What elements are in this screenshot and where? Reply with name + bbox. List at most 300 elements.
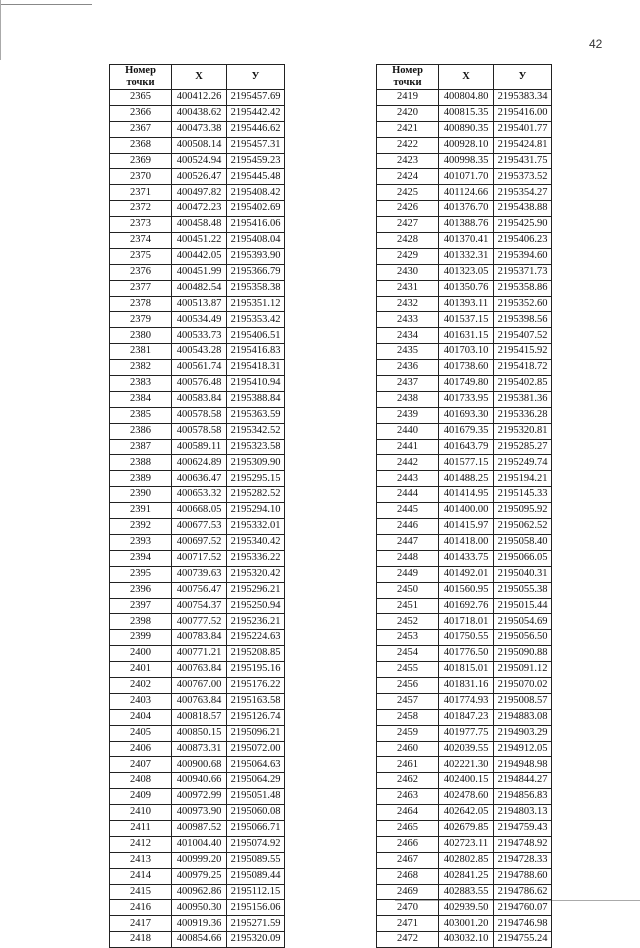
point-number-cell: 2458 <box>377 709 439 725</box>
x-coordinate-cell: 400950.30 <box>172 900 227 916</box>
y-coordinate-cell: 2195457.69 <box>227 90 285 106</box>
point-number-cell: 2444 <box>377 487 439 503</box>
y-coordinate-cell: 2195336.22 <box>227 550 285 566</box>
y-coordinate-cell: 2195407.52 <box>494 328 552 344</box>
table-row <box>377 646 552 662</box>
table-row <box>110 233 285 249</box>
point-number-cell: 2467 <box>377 852 439 868</box>
point-number-cell: 2379 <box>110 312 172 328</box>
x-coordinate-cell: 400451.99 <box>172 264 227 280</box>
table-row <box>377 900 552 916</box>
y-coordinate-cell: 2195320.42 <box>227 566 285 582</box>
y-coordinate-cell: 2195051.48 <box>227 789 285 805</box>
header-point-line-1: Номер <box>392 65 423 77</box>
table-row <box>110 264 285 280</box>
x-coordinate-cell: 401332.31 <box>439 248 494 264</box>
y-coordinate-cell: 2194856.83 <box>494 789 552 805</box>
table-row <box>110 391 285 407</box>
point-number-cell: 2462 <box>377 773 439 789</box>
y-coordinate-cell: 2194883.08 <box>494 709 552 725</box>
x-coordinate-cell: 401577.15 <box>439 455 494 471</box>
x-coordinate-cell: 400412.26 <box>172 90 227 106</box>
x-coordinate-cell: 400636.47 <box>172 471 227 487</box>
table-row <box>110 344 285 360</box>
point-number-cell: 2442 <box>377 455 439 471</box>
y-coordinate-cell: 2195195.16 <box>227 662 285 678</box>
x-coordinate-cell: 401693.30 <box>439 407 494 423</box>
y-coordinate-cell: 2195424.81 <box>494 137 552 153</box>
table-row <box>110 566 285 582</box>
point-number-cell: 2390 <box>110 487 172 503</box>
y-coordinate-cell: 2195296.21 <box>227 582 285 598</box>
y-coordinate-cell: 2195176.22 <box>227 677 285 693</box>
point-number-cell: 2403 <box>110 693 172 709</box>
x-coordinate-cell: 400756.47 <box>172 582 227 598</box>
y-coordinate-cell: 2195323.58 <box>227 439 285 455</box>
table-row <box>377 90 552 106</box>
x-coordinate-cell: 401679.35 <box>439 423 494 439</box>
table-row <box>377 741 552 757</box>
x-coordinate-cell: 401071.70 <box>439 169 494 185</box>
table-row <box>110 693 285 709</box>
point-number-cell: 2472 <box>377 932 439 948</box>
x-coordinate-cell: 401733.95 <box>439 391 494 407</box>
point-number-cell: 2394 <box>110 550 172 566</box>
point-number-cell: 2457 <box>377 693 439 709</box>
table-row <box>377 582 552 598</box>
x-coordinate-cell: 400783.84 <box>172 630 227 646</box>
table-row <box>110 455 285 471</box>
table-row <box>110 805 285 821</box>
point-number-cell: 2415 <box>110 884 172 900</box>
point-number-cell: 2384 <box>110 391 172 407</box>
x-coordinate-cell: 400668.05 <box>172 503 227 519</box>
x-coordinate-cell: 402883.55 <box>439 884 494 900</box>
table-row <box>377 487 552 503</box>
x-coordinate-cell: 400653.32 <box>172 487 227 503</box>
header-point-number <box>110 65 172 90</box>
y-coordinate-cell: 2195438.88 <box>494 201 552 217</box>
x-coordinate-cell: 401433.75 <box>439 550 494 566</box>
x-coordinate-cell: 400534.49 <box>172 312 227 328</box>
point-number-cell: 2431 <box>377 280 439 296</box>
point-number-cell: 2371 <box>110 185 172 201</box>
point-number-cell: 2417 <box>110 916 172 932</box>
x-coordinate-cell: 400526.47 <box>172 169 227 185</box>
x-coordinate-cell: 403032.10 <box>439 932 494 948</box>
x-coordinate-cell: 401560.95 <box>439 582 494 598</box>
y-coordinate-cell: 2194788.60 <box>494 868 552 884</box>
x-coordinate-cell: 400873.31 <box>172 741 227 757</box>
x-coordinate-cell: 401393.11 <box>439 296 494 312</box>
y-coordinate-cell: 2195285.27 <box>494 439 552 455</box>
y-coordinate-cell: 2195008.57 <box>494 693 552 709</box>
point-number-cell: 2402 <box>110 677 172 693</box>
y-coordinate-cell: 2195271.59 <box>227 916 285 932</box>
table-row <box>110 280 285 296</box>
x-coordinate-cell: 400979.25 <box>172 868 227 884</box>
point-number-cell: 2451 <box>377 598 439 614</box>
point-number-cell: 2388 <box>110 455 172 471</box>
point-number-cell: 2404 <box>110 709 172 725</box>
x-coordinate-cell: 400473.38 <box>172 121 227 137</box>
table-row <box>377 121 552 137</box>
table-row <box>110 360 285 376</box>
point-number-cell: 2395 <box>110 566 172 582</box>
point-number-cell: 2446 <box>377 519 439 535</box>
x-coordinate-cell: 400928.10 <box>439 137 494 153</box>
y-coordinate-cell: 2194912.05 <box>494 741 552 757</box>
table-header-row <box>377 65 552 90</box>
x-coordinate-cell: 400482.54 <box>172 280 227 296</box>
x-coordinate-cell: 400940.66 <box>172 773 227 789</box>
y-coordinate-cell: 2195381.36 <box>494 391 552 407</box>
point-number-cell: 2464 <box>377 805 439 821</box>
table-row <box>377 677 552 693</box>
point-number-cell: 2401 <box>110 662 172 678</box>
point-number-cell: 2448 <box>377 550 439 566</box>
point-number-cell: 2441 <box>377 439 439 455</box>
point-number-cell: 2389 <box>110 471 172 487</box>
header-point-line-2: точки <box>393 77 422 88</box>
table-row <box>110 868 285 884</box>
y-coordinate-cell: 2195064.63 <box>227 757 285 773</box>
y-coordinate-cell: 2195309.90 <box>227 455 285 471</box>
point-number-cell: 2428 <box>377 233 439 249</box>
x-coordinate-cell: 400890.35 <box>439 121 494 137</box>
table-row <box>110 248 285 264</box>
table-row <box>377 630 552 646</box>
point-number-cell: 2461 <box>377 757 439 773</box>
y-coordinate-cell: 2195320.09 <box>227 932 285 948</box>
point-number-cell: 2398 <box>110 614 172 630</box>
x-coordinate-cell: 400767.00 <box>172 677 227 693</box>
x-coordinate-cell: 400578.58 <box>172 423 227 439</box>
x-coordinate-cell: 402802.85 <box>439 852 494 868</box>
x-coordinate-cell: 401415.97 <box>439 519 494 535</box>
table-row <box>110 328 285 344</box>
x-coordinate-cell: 400972.99 <box>172 789 227 805</box>
x-coordinate-cell: 400438.62 <box>172 105 227 121</box>
y-coordinate-cell: 2195332.01 <box>227 519 285 535</box>
x-coordinate-cell: 400771.21 <box>172 646 227 662</box>
x-coordinate-cell: 400697.52 <box>172 534 227 550</box>
y-coordinate-cell: 2195070.02 <box>494 677 552 693</box>
point-number-cell: 2380 <box>110 328 172 344</box>
y-coordinate-cell: 2195236.21 <box>227 614 285 630</box>
table-row <box>110 820 285 836</box>
table-row <box>110 550 285 566</box>
y-coordinate-cell: 2194755.24 <box>494 932 552 948</box>
y-coordinate-cell: 2195250.94 <box>227 598 285 614</box>
y-coordinate-cell: 2195163.58 <box>227 693 285 709</box>
x-coordinate-cell: 401718.01 <box>439 614 494 630</box>
table-row <box>110 407 285 423</box>
point-number-cell: 2367 <box>110 121 172 137</box>
y-coordinate-cell: 2195415.92 <box>494 344 552 360</box>
x-coordinate-cell: 401643.79 <box>439 439 494 455</box>
y-coordinate-cell: 2195410.94 <box>227 376 285 392</box>
x-coordinate-cell: 401388.76 <box>439 217 494 233</box>
y-coordinate-cell: 2195371.73 <box>494 264 552 280</box>
table-row <box>110 169 285 185</box>
point-number-cell: 2416 <box>110 900 172 916</box>
y-coordinate-cell: 2195408.42 <box>227 185 285 201</box>
x-coordinate-cell: 402642.05 <box>439 805 494 821</box>
y-coordinate-cell: 2195089.44 <box>227 868 285 884</box>
table-row <box>377 439 552 455</box>
point-number-cell: 2471 <box>377 916 439 932</box>
point-number-cell: 2396 <box>110 582 172 598</box>
point-number-cell: 2447 <box>377 534 439 550</box>
point-number-cell: 2443 <box>377 471 439 487</box>
y-coordinate-cell: 2195388.84 <box>227 391 285 407</box>
y-coordinate-cell: 2195066.05 <box>494 550 552 566</box>
table-row <box>110 487 285 503</box>
table-row <box>377 773 552 789</box>
table-row <box>110 153 285 169</box>
table-row <box>377 169 552 185</box>
y-coordinate-cell: 2194728.33 <box>494 852 552 868</box>
point-number-cell: 2407 <box>110 757 172 773</box>
x-coordinate-cell: 400458.48 <box>172 217 227 233</box>
header-x: X <box>172 65 227 90</box>
point-number-cell: 2424 <box>377 169 439 185</box>
left-edge-mark <box>0 0 1 60</box>
x-coordinate-cell: 401414.95 <box>439 487 494 503</box>
point-number-cell: 2466 <box>377 836 439 852</box>
table-row <box>377 820 552 836</box>
point-number-cell: 2376 <box>110 264 172 280</box>
x-coordinate-cell: 401350.76 <box>439 280 494 296</box>
table-body-left <box>110 90 285 948</box>
x-coordinate-cell: 403001.20 <box>439 916 494 932</box>
y-coordinate-cell: 2195064.29 <box>227 773 285 789</box>
x-coordinate-cell: 401631.15 <box>439 328 494 344</box>
point-number-cell: 2455 <box>377 662 439 678</box>
y-coordinate-cell: 2195363.59 <box>227 407 285 423</box>
x-coordinate-cell: 401847.23 <box>439 709 494 725</box>
y-coordinate-cell: 2195066.71 <box>227 820 285 836</box>
table-row <box>110 312 285 328</box>
x-coordinate-cell: 400962.86 <box>172 884 227 900</box>
point-number-cell: 2383 <box>110 376 172 392</box>
point-number-cell: 2469 <box>377 884 439 900</box>
point-number-cell: 2414 <box>110 868 172 884</box>
point-number-cell: 2405 <box>110 725 172 741</box>
y-coordinate-cell: 2195340.42 <box>227 534 285 550</box>
x-coordinate-cell: 401488.25 <box>439 471 494 487</box>
point-number-cell: 2372 <box>110 201 172 217</box>
x-coordinate-cell: 401400.00 <box>439 503 494 519</box>
point-number-cell: 2368 <box>110 137 172 153</box>
table-row <box>110 852 285 868</box>
table-row <box>377 916 552 932</box>
x-coordinate-cell: 400524.94 <box>172 153 227 169</box>
y-coordinate-cell: 2194803.13 <box>494 805 552 821</box>
y-coordinate-cell: 2195446.62 <box>227 121 285 137</box>
table-row <box>110 534 285 550</box>
table-row <box>110 217 285 233</box>
x-coordinate-cell: 401418.00 <box>439 534 494 550</box>
point-number-cell: 2430 <box>377 264 439 280</box>
table-header-row <box>110 65 285 90</box>
table-row <box>377 789 552 805</box>
point-number-cell: 2439 <box>377 407 439 423</box>
x-coordinate-cell: 400472.23 <box>172 201 227 217</box>
x-coordinate-cell: 402841.25 <box>439 868 494 884</box>
x-coordinate-cell: 400513.87 <box>172 296 227 312</box>
x-coordinate-cell: 400739.63 <box>172 566 227 582</box>
point-number-cell: 2435 <box>377 344 439 360</box>
x-coordinate-cell: 401124.66 <box>439 185 494 201</box>
table-row <box>110 662 285 678</box>
point-number-cell: 2377 <box>110 280 172 296</box>
y-coordinate-cell: 2195358.86 <box>494 280 552 296</box>
header-point-number <box>377 65 439 90</box>
x-coordinate-cell: 401831.16 <box>439 677 494 693</box>
table-row <box>377 614 552 630</box>
table-row <box>377 503 552 519</box>
y-coordinate-cell: 2195416.06 <box>227 217 285 233</box>
y-coordinate-cell: 2195406.23 <box>494 233 552 249</box>
point-number-cell: 2370 <box>110 169 172 185</box>
table-row <box>110 582 285 598</box>
y-coordinate-cell: 2195320.81 <box>494 423 552 439</box>
y-coordinate-cell: 2195074.92 <box>227 836 285 852</box>
y-coordinate-cell: 2195336.28 <box>494 407 552 423</box>
y-coordinate-cell: 2194844.27 <box>494 773 552 789</box>
table-row <box>377 519 552 535</box>
point-number-cell: 2387 <box>110 439 172 455</box>
table-row <box>110 741 285 757</box>
table-row <box>110 709 285 725</box>
table-row <box>377 852 552 868</box>
y-coordinate-cell: 2195416.00 <box>494 105 552 121</box>
y-coordinate-cell: 2195353.42 <box>227 312 285 328</box>
y-coordinate-cell: 2195402.69 <box>227 201 285 217</box>
point-number-cell: 2378 <box>110 296 172 312</box>
table-row <box>110 105 285 121</box>
coordinates-table-left <box>109 64 285 948</box>
table-row <box>377 407 552 423</box>
x-coordinate-cell: 400999.20 <box>172 852 227 868</box>
y-coordinate-cell: 2195156.06 <box>227 900 285 916</box>
point-number-cell: 2423 <box>377 153 439 169</box>
x-coordinate-cell: 400919.36 <box>172 916 227 932</box>
table-row <box>377 932 552 948</box>
y-coordinate-cell: 2195055.38 <box>494 582 552 598</box>
y-coordinate-cell: 2194948.98 <box>494 757 552 773</box>
x-coordinate-cell: 401004.40 <box>172 836 227 852</box>
y-coordinate-cell: 2195062.52 <box>494 519 552 535</box>
y-coordinate-cell: 2195054.69 <box>494 614 552 630</box>
x-coordinate-cell: 401537.15 <box>439 312 494 328</box>
x-coordinate-cell: 401323.05 <box>439 264 494 280</box>
table-row <box>110 90 285 106</box>
x-coordinate-cell: 400624.89 <box>172 455 227 471</box>
point-number-cell: 2460 <box>377 741 439 757</box>
header-x: X <box>439 65 494 90</box>
y-coordinate-cell: 2194748.92 <box>494 836 552 852</box>
point-number-cell: 2408 <box>110 773 172 789</box>
table-row <box>377 662 552 678</box>
x-coordinate-cell: 400677.53 <box>172 519 227 535</box>
table-row <box>377 598 552 614</box>
y-coordinate-cell: 2195445.48 <box>227 169 285 185</box>
x-coordinate-cell: 401692.76 <box>439 598 494 614</box>
table-body-right <box>377 90 552 948</box>
table-row <box>110 519 285 535</box>
table-row <box>110 677 285 693</box>
y-coordinate-cell: 2195418.31 <box>227 360 285 376</box>
y-coordinate-cell: 2194760.07 <box>494 900 552 916</box>
table-row <box>377 884 552 900</box>
y-coordinate-cell: 2195342.52 <box>227 423 285 439</box>
point-number-cell: 2419 <box>377 90 439 106</box>
y-coordinate-cell: 2195425.90 <box>494 217 552 233</box>
point-number-cell: 2453 <box>377 630 439 646</box>
table-row <box>377 264 552 280</box>
table-row <box>110 185 285 201</box>
point-number-cell: 2397 <box>110 598 172 614</box>
x-coordinate-cell: 401370.41 <box>439 233 494 249</box>
table-row <box>110 503 285 519</box>
table-row <box>377 534 552 550</box>
x-coordinate-cell: 402039.55 <box>439 741 494 757</box>
header-y: У <box>494 65 552 90</box>
table-row <box>110 932 285 948</box>
x-coordinate-cell: 400998.35 <box>439 153 494 169</box>
point-number-cell: 2373 <box>110 217 172 233</box>
y-coordinate-cell: 2195457.31 <box>227 137 285 153</box>
table-row <box>377 185 552 201</box>
point-number-cell: 2391 <box>110 503 172 519</box>
page-number: 42 <box>589 37 603 51</box>
y-coordinate-cell: 2195224.63 <box>227 630 285 646</box>
x-coordinate-cell: 400804.80 <box>439 90 494 106</box>
x-coordinate-cell: 400561.74 <box>172 360 227 376</box>
y-coordinate-cell: 2195282.52 <box>227 487 285 503</box>
table-row <box>110 789 285 805</box>
point-number-cell: 2429 <box>377 248 439 264</box>
x-coordinate-cell: 400818.57 <box>172 709 227 725</box>
y-coordinate-cell: 2195402.85 <box>494 376 552 392</box>
y-coordinate-cell: 2195112.15 <box>227 884 285 900</box>
table-row <box>110 900 285 916</box>
table-row <box>377 280 552 296</box>
header-y: У <box>227 65 285 90</box>
header-point-line-1: Номер <box>125 65 156 77</box>
x-coordinate-cell: 401492.01 <box>439 566 494 582</box>
point-number-cell: 2459 <box>377 725 439 741</box>
table-row <box>110 916 285 932</box>
point-number-cell: 2400 <box>110 646 172 662</box>
table-row <box>377 709 552 725</box>
x-coordinate-cell: 402939.50 <box>439 900 494 916</box>
point-number-cell: 2365 <box>110 90 172 106</box>
table-row <box>377 391 552 407</box>
y-coordinate-cell: 2195091.12 <box>494 662 552 678</box>
top-divider <box>0 4 92 5</box>
y-coordinate-cell: 2194746.98 <box>494 916 552 932</box>
y-coordinate-cell: 2195442.42 <box>227 105 285 121</box>
point-number-cell: 2470 <box>377 900 439 916</box>
table-row <box>110 757 285 773</box>
y-coordinate-cell: 2195352.60 <box>494 296 552 312</box>
x-coordinate-cell: 400777.52 <box>172 614 227 630</box>
x-coordinate-cell: 400900.68 <box>172 757 227 773</box>
